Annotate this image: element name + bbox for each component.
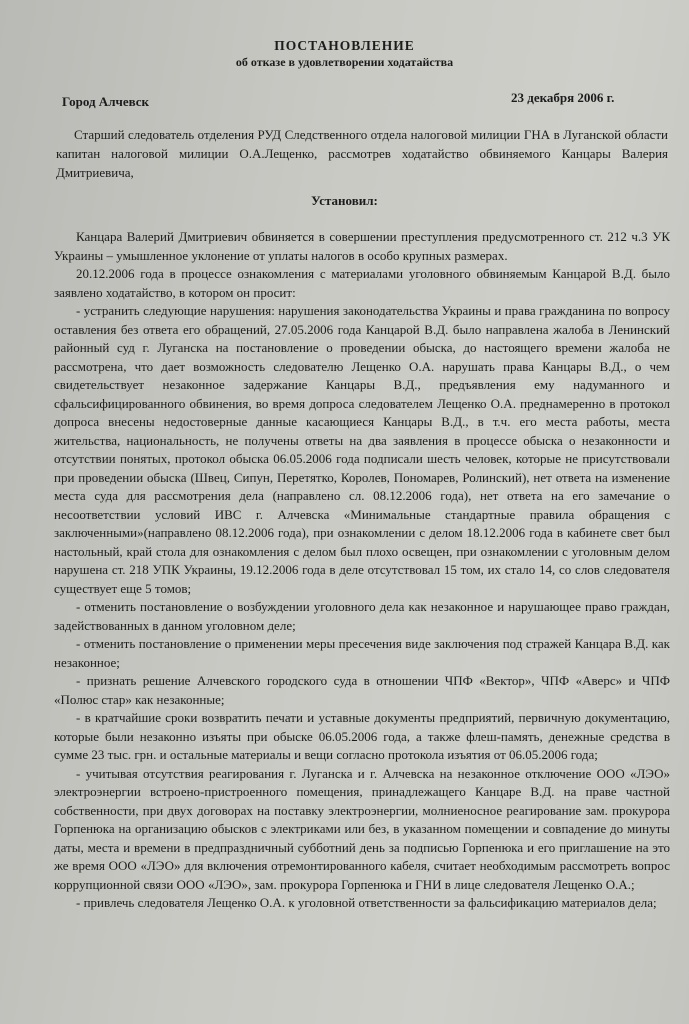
document-date: 23 декабря 2006 г.	[511, 90, 615, 105]
paragraph: 20.12.2006 года в процессе ознакомления с материалами уголовного обвиняемым Канцарой В.Д. было заявлено ходатайство, в котором он просит:	[54, 266, 670, 300]
list-item: - отменить постановление о применении меры пресечения виде заключения под стражей Канцара В.Д. как незаконное;	[54, 636, 670, 670]
list-item: - привлечь следователя Лещенко О.А. к уголовной ответственности за фальсификацию материалов дела;	[76, 895, 657, 910]
section-heading: Установил:	[311, 193, 378, 208]
list-item: - устранить следующие нарушения: нарушения законодательства Украины и права гражданина по вопросу оставления без ответа его обращений, 27.05.2006 года Канцарой В.Д. было направлена жалоба в Ленинский районный суд г. Луганска на постановление о проведении обыска, до настоящего времени жалоба не рассмотрена, что дает возможность следователю Лещенко О.А. нарушать права Канцары В.Д., о чем свидетельствует незаконное задержание Канцары В.Д., предъявления ему надуманного и сфальсифицированного обвинения, во время допроса следователем Лещенко О.А. преднамеренно в протокол допроса внесены недостоверные данные касающиеся Канцары В.Д., в т.ч. его места работы, места жительства, национальность, не получены ответы на два заявления в процессе обыска о незаконности и отсутствии понятых, протокол обыска 06.05.2006 года подписали шесть человек, которые не присутствовали при проведении обыска (Швец, Сипун, Перетятко, Королев, Пономарев, Ролинский), нет ответа на изменение места суда для рассмотрения дела (направлено сл. 08.12.2006 года), нет ответа на его замечание о несоответствии условий ИВС г. Алчевска «Минимальные стандартные правила обращения с заключенными»(направлено 08.12.2006 года), при ознакомлении с делом 18.12.2006 года в кабинете свет был настольный, край стола для ознакомления с делом был плохо освещен, при ознакомлении с уголовным делом нарушена ст. 218 УПК Украины, 19.12.2006 года в деле отсутствовал 15 том, их стало 14, со слов следователя существует еще 5 томов;	[54, 303, 670, 596]
document-body	[54, 228, 670, 913]
document-subtitle: об отказе в удовлетворении ходатайства	[235, 55, 454, 69]
city-label: Город Алчевск	[62, 94, 150, 109]
list-item: - признать решение Алчевского городского суда в отношении ЧПФ «Вектор», ЧПФ «Аверс» и ЧПФ «Полюс стар» как незаконные;	[54, 673, 670, 707]
list-item: - в кратчайшие сроки возвратить печати и уставные документы предприятий, первичную документацию, которые были незаконно изъяты при обыске 06.05.2006 года, а также флеш-память, денежные средства в сумме 23 тыс. грн. и остальные материалы и вещи согласно протокола изъятия от 06.05.2006 года;	[54, 710, 670, 762]
paragraph: Канцара Валерий Дмитриевич обвиняется в совершении преступления предусмотренного ст. 212 ч.3 УК Украины – умышленное уклонение от уплаты налогов в особо крупных размерах.	[54, 229, 670, 263]
list-item: - отменить постановление о возбуждении уголовного дела как незаконное и нарушающее право граждан, задействованных в данном уголовном деле;	[54, 599, 670, 633]
document-title: ПОСТАНОВЛЕНИЕ	[274, 38, 415, 53]
intro-paragraph: Старший следователь отделения РУД Следственного отдела налоговой милиции ГНА в Луганской области капитан налоговой милиции О.А.Лещенко, рассмотрев ходатайство обвиняемого Канцары Валерия Дмитриевича,	[56, 127, 668, 180]
list-item: - учитывая отсутствия реагирования г. Луганска и г. Алчевска на незаконное отключение ООО «ЛЭО» электроэнергии встроено-пристроенного помещения, принадлежащего Канцаре В.Д. на праве частной собственности, при двух договорах на поставку электроэнергии, молниеносное реагирование зам. прокурора Горпенюка на организацию обысков с электриками или без, в указанном помещении и совпадение до минуты даты, места и времени в предпраздничный субботний день за подписью Горпенюка и его приглашение на это же время ООО «ЛЭО» для включения отремонтированного кабеля, считает необходимым рассмотреть вопрос коррупционной связи ООО «ЛЭО», зам. прокурора Горпенюка и ГНИ в лице следователя Лещенко О.А.;	[54, 765, 670, 892]
